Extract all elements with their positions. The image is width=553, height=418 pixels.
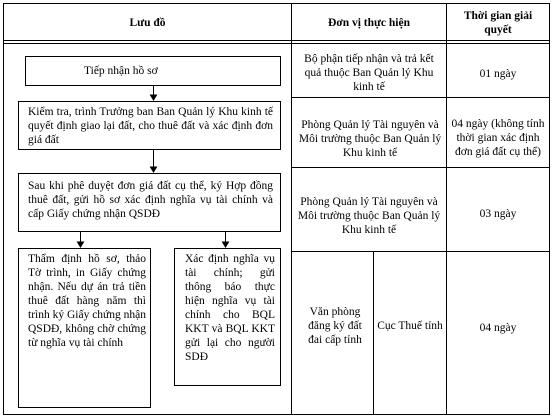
flow-box-4a — [18, 248, 151, 408]
unit-step-1: Bộ phận tiếp nhận và trả kết quả thuộc Ban Quản lý Khu kinh tế — [304, 53, 434, 93]
flow-box-4b — [174, 248, 281, 386]
flow-step-1: Tiếp nhận hồ sơ — [84, 65, 158, 77]
unit-step-4-left: Văn phòng đăng ký đất đai cấp tỉnh — [308, 306, 362, 346]
time-step-2: 04 ngày (không tính thời gian xác định đơn giá đất cụ thể) — [451, 118, 545, 158]
time-step-3: 03 ngày — [479, 208, 517, 220]
flow-step-4b: Xác định nghĩa vụ tài chính; gửi thông báo thực hiện nghĩa vụ tài chính cho BQL KKT và BQL KKT gửi lại cho người SDĐ — [185, 253, 275, 363]
flow-box-2 — [18, 101, 281, 150]
header-unit: Đơn vị thực hiện — [328, 17, 410, 29]
time-step-4: 04 ngày — [479, 322, 517, 334]
flow-step-3: Sau khi phê duyệt đơn giá đất cụ thể, ký Hợp đồng thuê đất, gửi hồ sơ xác định nghĩa vụ tài chính và cấp Giấy chứng nhận QSDĐ — [28, 180, 273, 220]
time-step-1: 01 ngày — [479, 68, 517, 80]
header-time: Thời gian giải quyết — [463, 10, 533, 36]
unit-step-3: Phòng Quản lý Tài nguyên và Môi trường thuộc Ban Quản lý Khu kinh tế — [297, 196, 441, 236]
header-flow: Lưu đồ — [129, 17, 166, 29]
flow-box-3 — [18, 173, 281, 232]
flow-box-1 — [25, 56, 281, 86]
flow-step-2: Kiểm tra, trình Trưởng ban Ban Quản lý Khu kinh tế quyết định giao lại đất, cho thuê đất và xác định đơn giá đất — [28, 106, 273, 146]
flow-step-4a: Thẩm định hồ sơ, thảo Tờ trình, in Giấy chứng nhận. Nếu dự án trả tiền thuê đất hàng năm thì trình ký Giấy chứng nhận QSDĐ, không chờ chứng từ nghĩa vụ tài chính — [28, 253, 147, 349]
unit-step-2: Phòng Quản lý Tài nguyên và Môi trường thuộc Ban Quản lý Khu kinh tế — [298, 119, 442, 159]
unit-step-4-right: Cục Thuế tỉnh — [377, 320, 443, 332]
